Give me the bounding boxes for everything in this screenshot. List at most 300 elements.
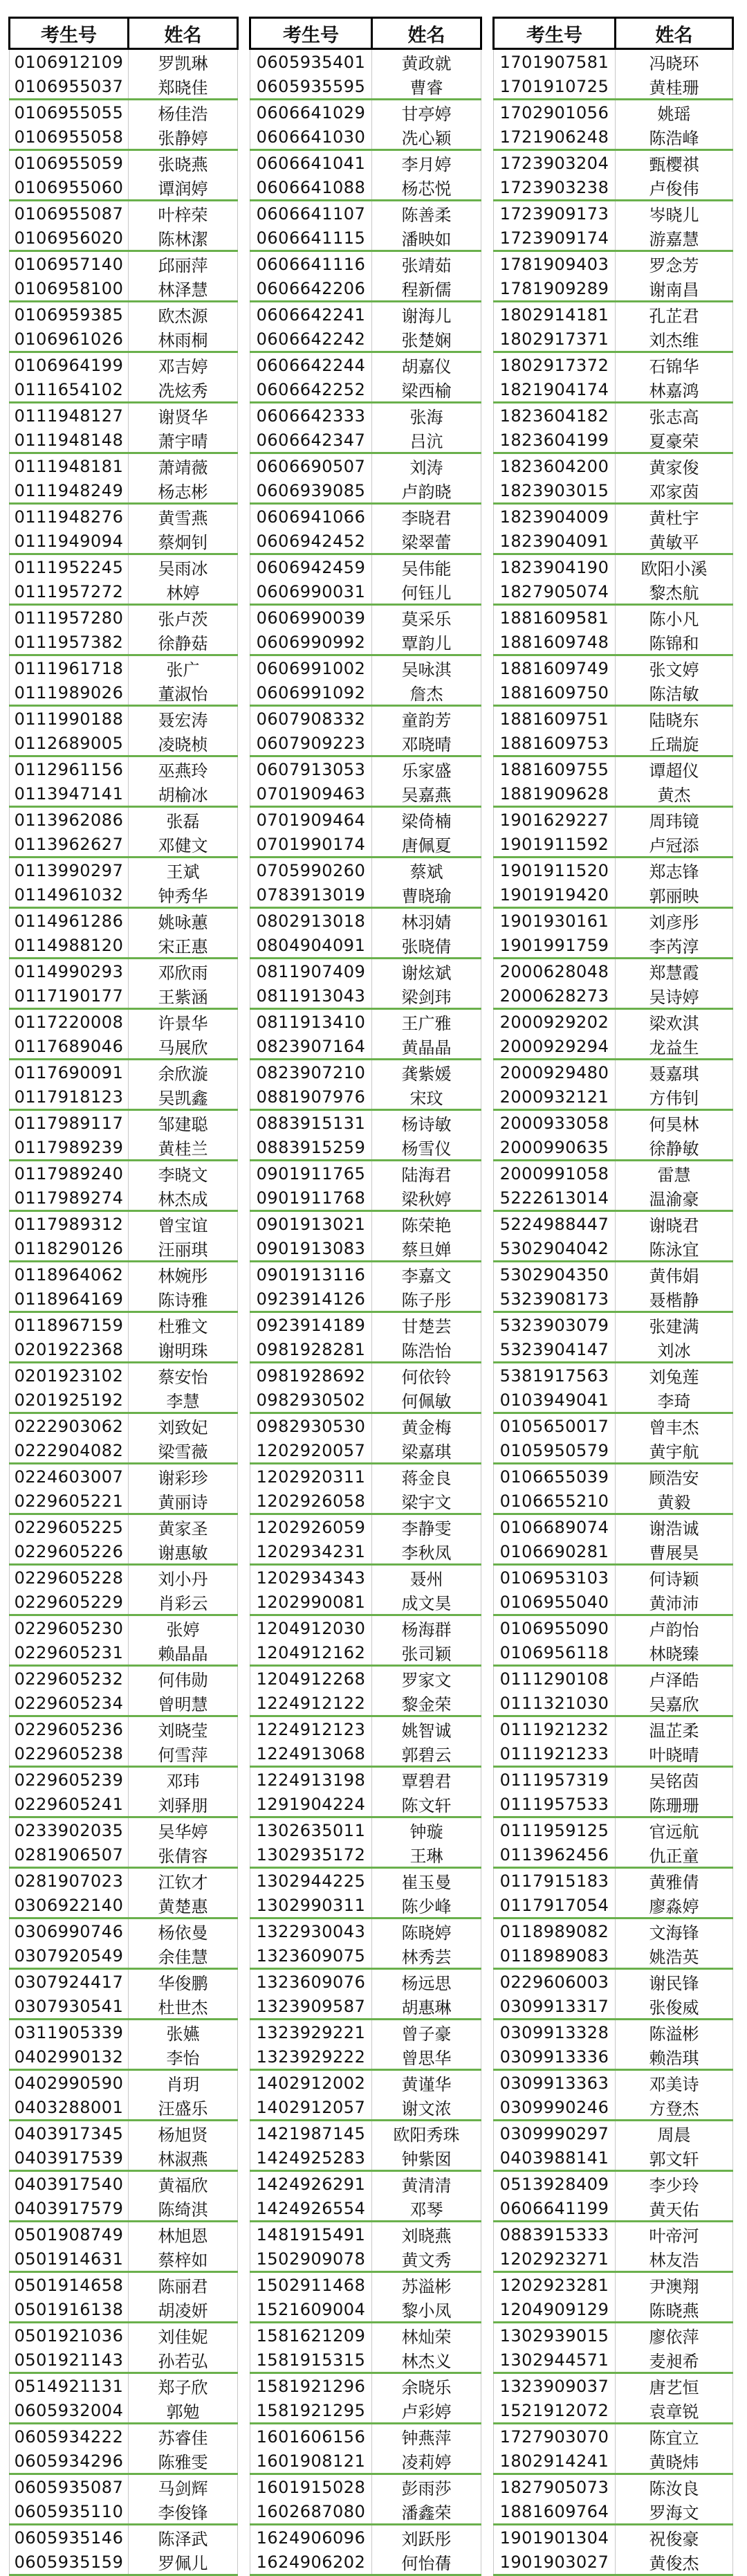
student-name-cell: 莫采乐 (372, 605, 481, 631)
table-row (10, 630, 238, 655)
exam-id-cell: 0811913410 (250, 1009, 372, 1035)
student-name-cell: 詹杰 (372, 680, 481, 706)
exam-id-cell: 0111990188 (10, 706, 129, 732)
student-name-cell: 刘晓燕 (372, 2222, 481, 2247)
exam-id-cell: 0117915183 (494, 1868, 616, 1894)
student-name-cell: 邹建聪 (129, 1110, 238, 1136)
exam-id-cell: 0605935595 (250, 74, 372, 100)
table-row (494, 2247, 733, 2272)
student-name-cell: 黄清清 (372, 2171, 481, 2197)
exam-id-cell: 0309990297 (494, 2121, 616, 2146)
student-name-cell: 林友浩 (616, 2247, 733, 2272)
student-name-cell: 张靖茹 (372, 251, 481, 277)
exam-id-cell: 0224603007 (10, 1464, 129, 1489)
table-row (10, 2323, 238, 2348)
student-name-cell: 陈泳宜 (616, 1236, 733, 1262)
table-row (250, 2550, 481, 2575)
student-name-cell: 丘瑞旋 (616, 731, 733, 756)
student-name-cell: 林杰义 (372, 2348, 481, 2373)
student-name-cell: 覃碧君 (372, 1767, 481, 1793)
student-name-cell: 卢韵晓 (372, 478, 481, 504)
exam-id-cell: 1521609004 (250, 2297, 372, 2323)
exam-id-cell: 1204909129 (494, 2297, 616, 2323)
exam-id-cell: 0403988141 (494, 2146, 616, 2171)
table-row (10, 908, 238, 934)
exam-id-cell: 0113947141 (10, 781, 129, 807)
table-row (250, 453, 481, 479)
table-row (250, 1489, 481, 1514)
table-row (10, 478, 238, 504)
student-name-cell: 何钰儿 (372, 579, 481, 605)
student-name-cell: 何佩敏 (372, 1388, 481, 1413)
student-name-cell: 潘鑫荣 (372, 2499, 481, 2525)
exam-id-cell: 1901919420 (494, 882, 616, 908)
exam-id-cell: 1723903238 (494, 175, 616, 201)
student-name-cell: 陈晓燕 (616, 2297, 733, 2323)
exam-id-cell: 1224912122 (250, 1691, 372, 1716)
student-name-cell: 马展欣 (129, 1034, 238, 1060)
table-row (10, 403, 238, 428)
student-name-cell: 梁欢淇 (616, 1009, 733, 1035)
student-name-cell: 乐家盛 (372, 756, 481, 782)
exam-id-cell: 0106956118 (494, 1640, 616, 1666)
table-row (494, 251, 733, 277)
header-exam-id: 考生号 (10, 18, 129, 49)
student-name-cell: 谢浩诚 (616, 1514, 733, 1540)
student-name-cell: 叶梓荣 (129, 201, 238, 226)
table-row (10, 201, 238, 226)
exam-id-cell: 5302904042 (494, 1236, 616, 1262)
table-row (10, 1767, 238, 1793)
table-row (494, 1287, 733, 1312)
exam-id-cell: 0117989274 (10, 1186, 129, 1211)
exam-id-cell: 0106955037 (10, 74, 129, 100)
table-row (494, 1716, 733, 1742)
table-row (250, 2449, 481, 2474)
student-name-cell: 曾丰杰 (616, 1413, 733, 1439)
exam-id-cell: 1827905073 (494, 2474, 616, 2500)
exam-id-cell: 1224913068 (250, 1741, 372, 1767)
exam-id-cell: 1781909403 (494, 251, 616, 277)
student-name-cell: 苏溢彬 (372, 2272, 481, 2298)
table-row (494, 2020, 733, 2045)
table-row (10, 2499, 238, 2525)
student-name-cell: 林旭恩 (129, 2222, 238, 2247)
table-row (10, 781, 238, 807)
student-name-cell: 唐艺恒 (616, 2373, 733, 2399)
table-row (250, 1640, 481, 1666)
table-row (250, 1716, 481, 1742)
student-name-cell: 黄楚惠 (129, 1893, 238, 1919)
table-row (10, 2424, 238, 2449)
table-row (10, 2272, 238, 2298)
student-name-cell: 顾浩安 (616, 1464, 733, 1489)
student-name-cell: 何依铃 (372, 1363, 481, 1388)
table-row (494, 201, 733, 226)
student-name-cell: 黄晶晶 (372, 1034, 481, 1060)
exam-id-cell: 1204912030 (250, 1615, 372, 1641)
table-row (250, 1893, 481, 1919)
exam-id-cell: 0112961156 (10, 756, 129, 782)
student-name-cell: 刘跃彤 (372, 2525, 481, 2550)
student-name-cell: 童韵芳 (372, 706, 481, 732)
student-name-cell: 梁秋婷 (372, 1186, 481, 1211)
table-row (494, 100, 733, 125)
table-row (494, 1438, 733, 1464)
exam-id-cell: 1901991759 (494, 933, 616, 959)
student-name-cell: 聂楷静 (616, 1287, 733, 1312)
table-row (10, 175, 238, 201)
exam-id-cell: 0117989117 (10, 1110, 129, 1136)
student-name-cell: 钟紫囡 (372, 2146, 481, 2171)
student-name-cell: 梁宇文 (372, 1489, 481, 1514)
exam-id-cell: 1521912072 (494, 2398, 616, 2424)
student-name-cell: 陈浩峰 (616, 125, 733, 150)
table-row (494, 1792, 733, 1817)
exam-id-cell: 1224912123 (250, 1716, 372, 1742)
table-row (494, 781, 733, 807)
exam-id-cell: 0606641107 (250, 201, 372, 226)
table-row (250, 655, 481, 681)
student-name-cell: 王琳 (372, 1842, 481, 1868)
student-name-cell: 郭碧云 (372, 1741, 481, 1767)
exam-id-cell: 0106955059 (10, 150, 129, 176)
exam-id-cell: 0111948127 (10, 403, 129, 428)
table-row (494, 731, 733, 756)
student-name-cell: 黎金荣 (372, 1691, 481, 1716)
table-row (250, 2196, 481, 2222)
student-name-cell: 陈珊珊 (616, 1792, 733, 1817)
exam-id-cell: 0309913363 (494, 2070, 616, 2096)
table-row (250, 706, 481, 732)
student-name-cell: 李秋凤 (372, 1539, 481, 1565)
student-name-cell: 刘小丹 (129, 1565, 238, 1590)
exam-id-cell: 0606939085 (250, 478, 372, 504)
table-row (494, 1868, 733, 1894)
table-row (10, 2044, 238, 2070)
table-row (494, 1211, 733, 1237)
student-name-cell: 官远航 (616, 1817, 733, 1843)
student-name-cell: 赖浩琪 (616, 2044, 733, 2070)
exam-id-cell: 1624906096 (250, 2525, 372, 2550)
table-row (250, 1817, 481, 1843)
student-name-cell: 谢贤华 (129, 403, 238, 428)
student-name-cell: 陈诗雅 (129, 1287, 238, 1312)
table-row (10, 1741, 238, 1767)
exam-id-cell: 0501914658 (10, 2272, 129, 2298)
exam-id-cell: 1823604200 (494, 453, 616, 479)
exam-id-cell: 0117989312 (10, 1211, 129, 1237)
table-row (250, 302, 481, 327)
student-name-cell: 李芮淳 (616, 933, 733, 959)
student-name-cell: 黄沛沛 (616, 1590, 733, 1615)
exam-id-cell: 5224988447 (494, 1211, 616, 1237)
table-row (494, 2222, 733, 2247)
student-name-cell: 谢民锋 (616, 1969, 733, 1995)
table-row (250, 1413, 481, 1439)
table-row (250, 781, 481, 807)
student-name-cell: 曾子豪 (372, 2020, 481, 2045)
exam-id-cell: 1602687080 (250, 2499, 372, 2525)
exam-id-cell: 0118964169 (10, 1287, 129, 1312)
student-name-cell: 谢文浓 (372, 2095, 481, 2121)
table-row (250, 882, 481, 908)
student-name-cell: 吴凯鑫 (129, 1085, 238, 1110)
exam-id-cell: 1502911468 (250, 2272, 372, 2298)
student-name-cell: 邓晓晴 (372, 731, 481, 756)
table-row (494, 478, 733, 504)
student-name-cell: 罗家文 (372, 1666, 481, 1691)
student-name-cell: 吴咏淇 (372, 655, 481, 681)
table-row (494, 2196, 733, 2222)
exam-id-cell: 0783913019 (250, 882, 372, 908)
table-row (250, 832, 481, 858)
table-row (10, 579, 238, 605)
table-row (250, 1085, 481, 1110)
exam-id-cell: 0605935146 (10, 2525, 129, 2550)
student-name-cell: 郭丽映 (616, 882, 733, 908)
table-row (250, 858, 481, 883)
table-row (494, 2449, 733, 2474)
student-name-cell: 陈荣艳 (372, 1211, 481, 1237)
exam-id-cell: 0981928692 (250, 1363, 372, 1388)
exam-id-cell: 1701910725 (494, 74, 616, 100)
table-row (250, 1868, 481, 1894)
table-row (250, 2121, 481, 2146)
table-row (250, 1388, 481, 1413)
exam-id-cell: 1601606156 (250, 2424, 372, 2449)
exam-id-cell: 1302944225 (250, 1868, 372, 1894)
table-row (10, 2247, 238, 2272)
student-name-cell: 仇正童 (616, 1842, 733, 1868)
student-name-cell: 唐佩夏 (372, 832, 481, 858)
student-name-cell: 蔡炯钊 (129, 529, 238, 554)
exam-id-cell: 1702901056 (494, 100, 616, 125)
student-name-cell: 陈泽武 (129, 2525, 238, 2550)
table-row (250, 2070, 481, 2096)
exam-id-cell: 1802917372 (494, 352, 616, 378)
exam-id-cell: 0606990031 (250, 579, 372, 605)
table-row (10, 933, 238, 959)
table-row (250, 1539, 481, 1565)
table-row (494, 756, 733, 782)
table-row (250, 2525, 481, 2550)
exam-id-cell: 0111290108 (494, 1666, 616, 1691)
student-name-cell: 龙益生 (616, 1034, 733, 1060)
student-name-cell: 卢泽皓 (616, 1666, 733, 1691)
table-row (494, 1388, 733, 1413)
exam-id-cell: 0106655210 (494, 1489, 616, 1514)
exam-id-cell: 0118967159 (10, 1312, 129, 1338)
exam-id-cell: 0229605231 (10, 1640, 129, 1666)
table-row (250, 74, 481, 100)
exam-id-cell: 0229605230 (10, 1615, 129, 1641)
table-row (250, 1565, 481, 1590)
table-row (10, 2020, 238, 2045)
table-row (10, 1388, 238, 1413)
exam-id-cell: 1202920311 (250, 1464, 372, 1489)
exam-id-cell: 0111921232 (494, 1716, 616, 1742)
table-row (10, 706, 238, 732)
exam-id-cell: 0605935159 (10, 2550, 129, 2575)
student-name-cell: 方登杰 (616, 2095, 733, 2121)
student-name-cell: 余晓乐 (372, 2373, 481, 2399)
student-name-cell: 杨雪仪 (372, 1135, 481, 1161)
exam-id-cell: 1302935172 (250, 1842, 372, 1868)
exam-id-cell: 1402912002 (250, 2070, 372, 2096)
exam-id-cell: 0701909463 (250, 781, 372, 807)
table-row (494, 2297, 733, 2323)
exam-id-cell: 1881909628 (494, 781, 616, 807)
exam-id-cell: 0114961032 (10, 882, 129, 908)
student-name-cell: 汪盛乐 (129, 2095, 238, 2121)
exam-id-cell: 1421987145 (250, 2121, 372, 2146)
exam-id-cell: 0306990746 (10, 1919, 129, 1944)
exam-id-cell: 1402912057 (250, 2095, 372, 2121)
student-name-cell: 廖淼婷 (616, 1893, 733, 1919)
exam-id-cell: 1302635011 (250, 1817, 372, 1843)
student-name-cell: 游嘉慧 (616, 226, 733, 251)
table-row (10, 1615, 238, 1641)
table-row (494, 832, 733, 858)
exam-id-cell: 0229605239 (10, 1767, 129, 1793)
exam-id-cell: 0306922140 (10, 1893, 129, 1919)
exam-id-cell: 2000932121 (494, 1085, 616, 1110)
exam-id-cell: 0982930530 (250, 1413, 372, 1439)
table-row (494, 2550, 733, 2575)
exam-id-cell: 0229605238 (10, 1741, 129, 1767)
exam-id-cell: 0111957533 (494, 1792, 616, 1817)
exam-id-cell: 0229605236 (10, 1716, 129, 1742)
exam-id-cell: 0403917345 (10, 2121, 129, 2146)
exam-id-cell: 1721906248 (494, 125, 616, 150)
student-name-cell: 曹展昊 (616, 1539, 733, 1565)
exam-id-cell: 1323909037 (494, 2373, 616, 2399)
student-name-cell: 梁雪薇 (129, 1438, 238, 1464)
student-name-cell: 覃韵儿 (372, 630, 481, 655)
exam-id-cell: 0501914631 (10, 2247, 129, 2272)
student-name-cell: 梁西榆 (372, 377, 481, 403)
student-name-cell: 孙若弘 (129, 2348, 238, 2373)
exam-id-cell: 2000929294 (494, 1034, 616, 1060)
table-row (250, 680, 481, 706)
exam-id-cell: 1581915315 (250, 2348, 372, 2373)
exam-id-cell: 0307930541 (10, 1994, 129, 2020)
student-name-cell: 谢海儿 (372, 302, 481, 327)
student-name-cell: 陈溢彬 (616, 2020, 733, 2045)
student-name-cell: 黄家俊 (616, 453, 733, 479)
student-name-cell: 徐静菇 (129, 630, 238, 655)
student-name-cell: 凌莉婷 (372, 2449, 481, 2474)
table-row (10, 1817, 238, 1843)
exam-id-cell: 5323903079 (494, 1312, 616, 1338)
table-row (10, 2373, 238, 2399)
exam-id-cell: 1823904190 (494, 554, 616, 580)
exam-id-cell: 0114990293 (10, 959, 129, 984)
student-name-cell: 何诗颖 (616, 1565, 733, 1590)
exam-id-cell: 0229605234 (10, 1691, 129, 1716)
student-name-cell: 王广雅 (372, 1009, 481, 1035)
student-name-cell: 罗佩儿 (129, 2550, 238, 2575)
student-name-cell: 成文昊 (372, 1590, 481, 1615)
exam-id-cell: 0307924417 (10, 1969, 129, 1995)
exam-id-cell: 0201922368 (10, 1337, 129, 1363)
student-name-cell: 黄雅倩 (616, 1868, 733, 1894)
student-name-cell: 邓吉婷 (129, 352, 238, 378)
table-row (10, 832, 238, 858)
table-row (10, 529, 238, 554)
student-name-cell: 黄俊杰 (616, 2550, 733, 2575)
exam-id-cell: 1881609748 (494, 630, 616, 655)
header-name: 姓名 (129, 18, 238, 49)
header-name: 姓名 (616, 18, 733, 49)
table-row (10, 1438, 238, 1464)
student-name-cell: 杨芯悦 (372, 175, 481, 201)
student-name-cell: 姚咏蕙 (129, 908, 238, 934)
student-name-cell: 张卢茨 (129, 605, 238, 631)
table-row (250, 1161, 481, 1186)
exam-id-cell: 0106655039 (494, 1464, 616, 1489)
table-row (494, 2373, 733, 2399)
exam-id-cell: 0111949094 (10, 529, 129, 554)
table-row (250, 2474, 481, 2500)
exam-id-cell: 0229605241 (10, 1792, 129, 1817)
exam-id-cell: 1727903070 (494, 2424, 616, 2449)
table-row (10, 276, 238, 302)
student-name-cell: 黄丽诗 (129, 1489, 238, 1514)
student-name-cell: 张司颖 (372, 1640, 481, 1666)
student-name-cell: 刘彦彤 (616, 908, 733, 934)
student-name-cell: 许景华 (129, 1009, 238, 1035)
table-row (10, 605, 238, 631)
student-name-cell: 邓健文 (129, 832, 238, 858)
table-row (10, 2449, 238, 2474)
student-name-cell: 陈浩怡 (372, 1337, 481, 1363)
student-name-cell: 邓琴 (372, 2196, 481, 2222)
table-row (494, 1691, 733, 1716)
table-row (10, 428, 238, 453)
student-name-cell: 郭文轩 (616, 2146, 733, 2171)
student-name-cell: 张磊 (129, 807, 238, 833)
student-name-cell: 罗海文 (616, 2499, 733, 2525)
exam-id-cell: 1581621209 (250, 2323, 372, 2348)
student-name-cell: 曹睿 (372, 74, 481, 100)
student-name-cell: 罗念芳 (616, 251, 733, 277)
table-row (250, 1287, 481, 1312)
table-row (250, 1615, 481, 1641)
student-name-cell: 黎杰航 (616, 579, 733, 605)
table-row (494, 1135, 733, 1161)
exam-id-cell: 0111321030 (494, 1691, 616, 1716)
student-name-cell: 杜雅文 (129, 1312, 238, 1338)
student-name-cell: 张晓燕 (129, 150, 238, 176)
table-row (10, 1085, 238, 1110)
exam-id-cell: 0705990260 (250, 858, 372, 883)
table-row (494, 175, 733, 201)
exam-id-cell: 0111948249 (10, 478, 129, 504)
student-name-cell: 岑晓儿 (616, 201, 733, 226)
exam-id-cell: 1802914181 (494, 302, 616, 327)
table-row (10, 1287, 238, 1312)
header-name: 姓名 (372, 18, 481, 49)
table-row (250, 504, 481, 529)
table-row (10, 1489, 238, 1514)
student-name-cell: 刘佳妮 (129, 2323, 238, 2348)
exam-id-cell: 0118989082 (494, 1919, 616, 1944)
student-name-cell: 陈小凡 (616, 605, 733, 631)
student-name-cell: 蔡旦婵 (372, 1236, 481, 1262)
table-row (10, 1868, 238, 1894)
